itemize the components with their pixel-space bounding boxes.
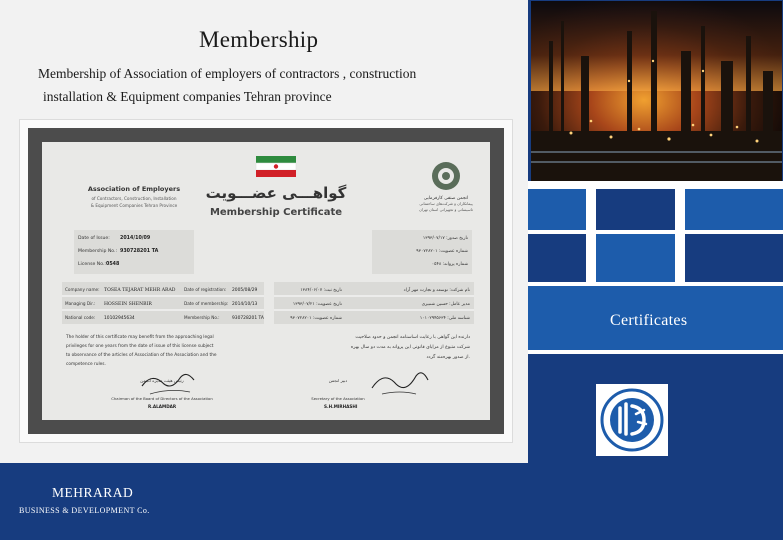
- certificate-border: [28, 128, 504, 434]
- tile-gap: [675, 234, 685, 282]
- association-gear-icon: [432, 162, 460, 190]
- divider-strip: [528, 181, 783, 189]
- chairman-persian: رئیس هیئت مدیره انجمن: [140, 378, 184, 383]
- persian-body-line-2: شرکت متبوع از مزایای قانونی این پروانه به مدت دو سال بهره: [350, 345, 470, 350]
- date-of-membership-value: 2014/10/13: [232, 302, 258, 307]
- footer-bar: [0, 463, 528, 540]
- refinery-illustration: [531, 1, 782, 181]
- persian-body-line-3: از صدور بهره‌مند گردد.: [426, 355, 470, 360]
- company-name-value: TOSEA TEJARAT MEHR ARAD: [104, 288, 176, 293]
- membership-no-value: 930728201 TA: [120, 249, 159, 254]
- english-body-line-3: to observance of the articles of Association of the Association and the: [66, 353, 217, 358]
- date-of-issue-value: 2014/10/09: [120, 236, 151, 241]
- tile-gap-row: [528, 350, 783, 354]
- persian-issue: تاریخ صدور: ۱۳۹۳/۰۷/۱۷: [422, 236, 468, 241]
- english-body-line-4: competence rules.: [66, 362, 106, 367]
- persian-company: نام شرکت: توسعه و تجارت مهر آراد: [403, 288, 470, 293]
- signature-right-icon: [372, 373, 428, 394]
- membership-no2-label: Membership No.:: [184, 315, 220, 320]
- brand-tagline: BUSINESS & DEVELOPMENT Co.: [19, 506, 150, 515]
- tile-gap: [586, 234, 596, 282]
- company-name-label: Company name:: [65, 287, 100, 292]
- managing-dir-value: HOSSEIN SHENBIR: [104, 302, 152, 307]
- sidebar: [528, 0, 783, 540]
- iran-flag-icon: [256, 156, 296, 177]
- persian-body-line-1: دارنده این گواهی با رعایت اساسنامه انجمن و حدود صلاحیت: [355, 335, 470, 340]
- refinery-photo: [531, 1, 782, 181]
- tile-row-1: [528, 189, 783, 230]
- chairman-label: Chairman of the Board of Directors of the Association: [111, 396, 213, 401]
- cert-heading-english: Membership Certificate: [209, 207, 343, 218]
- tile-gap: [675, 189, 685, 230]
- tile: [528, 234, 586, 282]
- certificate-frame: [19, 119, 513, 443]
- org-name-line-1: Association of Employers: [87, 185, 181, 193]
- persian-national: شناسه ملی: ۱۰۱۰۲۹۴۵۶۳۴: [419, 316, 470, 321]
- certificate-document: [42, 142, 490, 420]
- membership-no2-value: 930728201 TA: [232, 316, 264, 321]
- date-of-membership-label: Date of membership:: [184, 301, 229, 306]
- company-logo-icon: [596, 384, 668, 456]
- persian-date-membership: تاریخ عضویت: ۱۳۹۳/۰۷/۲۱: [292, 302, 342, 307]
- subtitle-line-2: installation & Equipment companies Tehran province: [43, 89, 332, 104]
- english-body-line-2: privileges for one years from the date of issue of this license subject: [66, 344, 214, 349]
- persian-membership2: شماره عضویت: ۹۳۰۷۲۸۲۰۱: [290, 316, 342, 321]
- subtitle-line-1: Membership of Association of employers of contractors , construction: [38, 66, 417, 81]
- org-name-line-3: & Equipment Companies Tehran Province: [90, 203, 178, 208]
- chairman-name: R.ALAMDAR: [148, 404, 177, 409]
- brand-name: MEHRARAD: [52, 485, 134, 500]
- page-title: Membership: [199, 27, 319, 52]
- tile: [685, 234, 783, 282]
- tile: [596, 234, 675, 282]
- english-body-line-1: The holder of this certificate may benefit from the approaching legal: [66, 335, 214, 340]
- secretary-persian: دبیر انجمن: [328, 378, 348, 383]
- license-no-label: License No.:: [78, 262, 106, 267]
- persian-license: شماره پروانه: ۰۵۴۸: [431, 262, 468, 267]
- persian-membership: شماره عضویت: ۹۳۰۷۲۸۲۰۱: [416, 249, 468, 254]
- national-code-value: 10102945634: [104, 316, 135, 321]
- org-name-persian-2: پیمانکاران و شرکت‌های ساختمانی: [419, 201, 473, 206]
- date-of-issue-label: Date of Issue:: [78, 236, 110, 241]
- tile: [596, 189, 675, 230]
- date-of-registration-value: 2005/08/29: [232, 288, 258, 293]
- persian-director: مدیر عامل: حسین شنبیری: [421, 302, 470, 307]
- national-code-label: National code:: [65, 315, 96, 320]
- tile-gap: [586, 189, 596, 230]
- membership-no-label: Membership No.:: [78, 249, 118, 254]
- certificate-svg: [42, 142, 490, 420]
- managing-dir-label: Managing Dir.:: [65, 301, 96, 306]
- secretary-label: Secretary of the Association: [311, 396, 365, 401]
- cert-heading-persian: گواهـــی عضـــویت: [205, 184, 347, 202]
- date-of-registration-label: Date of registration:: [184, 287, 227, 292]
- org-name-line-2: of Contractors, Construction, Installation: [91, 196, 177, 201]
- tile: [528, 189, 586, 230]
- secretary-name: S.H.MIRHASHI: [324, 404, 358, 409]
- org-name-persian-3: تاسیساتی و تجهیزاتی استان تهران: [419, 207, 473, 212]
- org-name-persian-1: انجمن صنفی کارفرمایی: [423, 196, 469, 201]
- persian-registration: تاریخ ثبت: ۱۳۸۴/۰۶/۰۷: [300, 288, 342, 293]
- certificates-title: Certificates: [610, 312, 688, 329]
- mehrarad-logo: [596, 384, 668, 456]
- tile: [685, 189, 783, 230]
- license-no-value: 0548: [106, 262, 120, 267]
- tile-row-2: [528, 234, 783, 282]
